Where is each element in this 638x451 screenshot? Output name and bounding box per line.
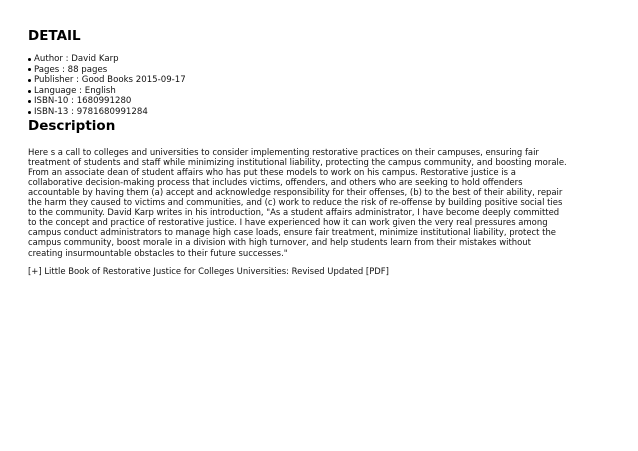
detail-item-pages <box>28 65 613 76</box>
detail-item-author <box>28 54 613 65</box>
description-body: Here s a call to colleges and universities to consider implementing restorative practices on their campuses, ensuring fair treatment of students and staff while minimizing institutional liability, protecting the campus community, and boosting morale. From an associate dean of student affairs who has put these models to work on his campus. Restorative justice is a collaborative decision-making process that includes victims, offenders, and others who are seeking to hold offenders accountable by having them (a) accept and acknowledge responsibility for their offenses, (b) to the best of their ability, repair the harm they caused to victims and communities, and (c) work to reduce the risk of re-offense by building positive social ties to the community. David Karp writes in his introduction, "As a student affairs administrator, I have become deeply committed to the concept and practice of restorative justice. I have experienced how it can work given the very real pressures among campus conduct administrators to manage high case loads, ensure fair treatment, minimize institutional liability, protect the campus community, boost morale in a division with high turnover, and help students learn from their mistakes without creating insurmountable obstacles to their future successes." <box>28 146 567 258</box>
bullet-icon <box>28 79 31 82</box>
bullet-icon <box>28 100 31 103</box>
detail-item-label: ISBN-10 : 1680991280 <box>34 96 132 107</box>
description-heading: Description <box>28 117 116 134</box>
document-page <box>28 28 613 276</box>
detail-heading: DETAIL <box>28 28 81 44</box>
detail-list <box>28 54 613 118</box>
detail-item-isbn10 <box>28 96 613 107</box>
detail-item-label: Language : English <box>34 85 116 96</box>
detail-item-publisher <box>28 75 613 86</box>
detail-item-isbn13 <box>28 107 613 118</box>
bullet-icon <box>28 90 31 93</box>
book-link[interactable]: [+] Little Book of Restorative Justice for Colleges Universities: Revised Updated [PDF] <box>28 265 389 276</box>
detail-item-label: Pages : 88 pages <box>34 64 108 75</box>
detail-item-label: Author : David Karp <box>34 54 119 64</box>
detail-item-language <box>28 86 613 97</box>
bullet-icon <box>28 58 31 61</box>
detail-item-label: Publisher : Good Books 2015-09-17 <box>34 75 186 86</box>
detail-item-label: ISBN-13 : 9781680991284 <box>34 106 148 117</box>
bullet-icon <box>28 68 31 71</box>
bullet-icon <box>28 111 31 114</box>
